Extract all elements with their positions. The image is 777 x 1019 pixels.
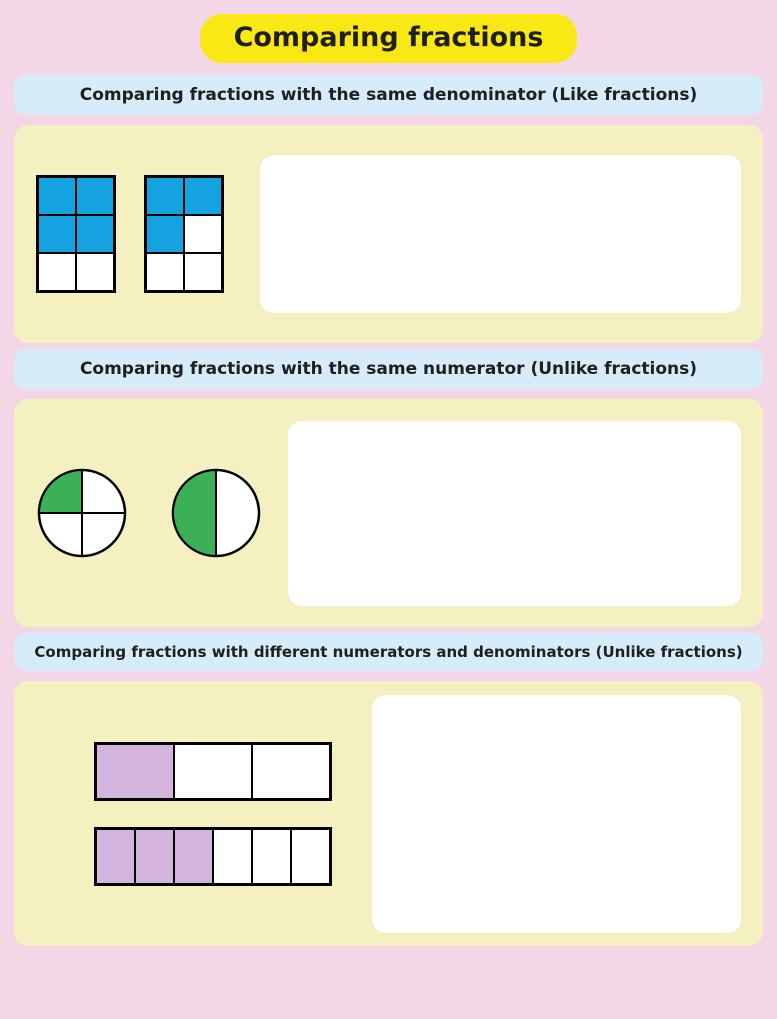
page-title: Comparing fractions [200,14,578,63]
section-panel-same-numerator [14,399,763,627]
bar-cell [96,829,135,884]
bar-cell [291,829,330,884]
grid-cell [184,215,222,253]
grid-cell [146,177,184,215]
bar-cell [252,744,330,799]
grid-cell [38,215,76,253]
section-panel-unlike-fractions [14,681,763,946]
grid-cell [38,177,76,215]
fraction-figure-bar-3-over-6 [94,827,332,886]
figure-group-3 [94,742,332,886]
grid-cell [146,215,184,253]
grid-cell [76,253,114,291]
bar-cell [174,829,213,884]
fraction-figure-circle-1-over-2 [170,467,262,559]
bar-cell [96,744,174,799]
section-panel-like-fractions [14,125,763,343]
bar-cell [213,829,252,884]
grid-cell [146,253,184,291]
section-heading-like-fractions: Comparing fractions with the same denominator (Like fractions) [14,75,763,115]
bar-cell [135,829,174,884]
grid-cell [184,177,222,215]
grid-cell [76,215,114,253]
grid-cell [38,253,76,291]
section-heading-unlike-fractions: Comparing fractions with different numerators and denominators (Unlike fractions) [14,633,763,671]
grid-cell [76,177,114,215]
bar-cell [252,829,291,884]
answer-area-1[interactable] [260,155,741,313]
bar-cell [174,744,252,799]
answer-area-3[interactable] [372,695,741,933]
fraction-figure-bar-1-over-3 [94,742,332,801]
page-title-wrap [14,14,763,63]
fraction-figure-grid-3-over-6 [144,175,224,293]
section-heading-same-numerator: Comparing fractions with the same numerator (Unlike fractions) [14,349,763,389]
fraction-figure-grid-4-over-6 [36,175,116,293]
grid-cell [184,253,222,291]
figure-group-1 [36,175,224,293]
fraction-figure-circle-1-over-4 [36,467,128,559]
figure-group-2 [36,467,262,559]
answer-area-2[interactable] [288,421,741,606]
worksheet-content [14,14,763,946]
